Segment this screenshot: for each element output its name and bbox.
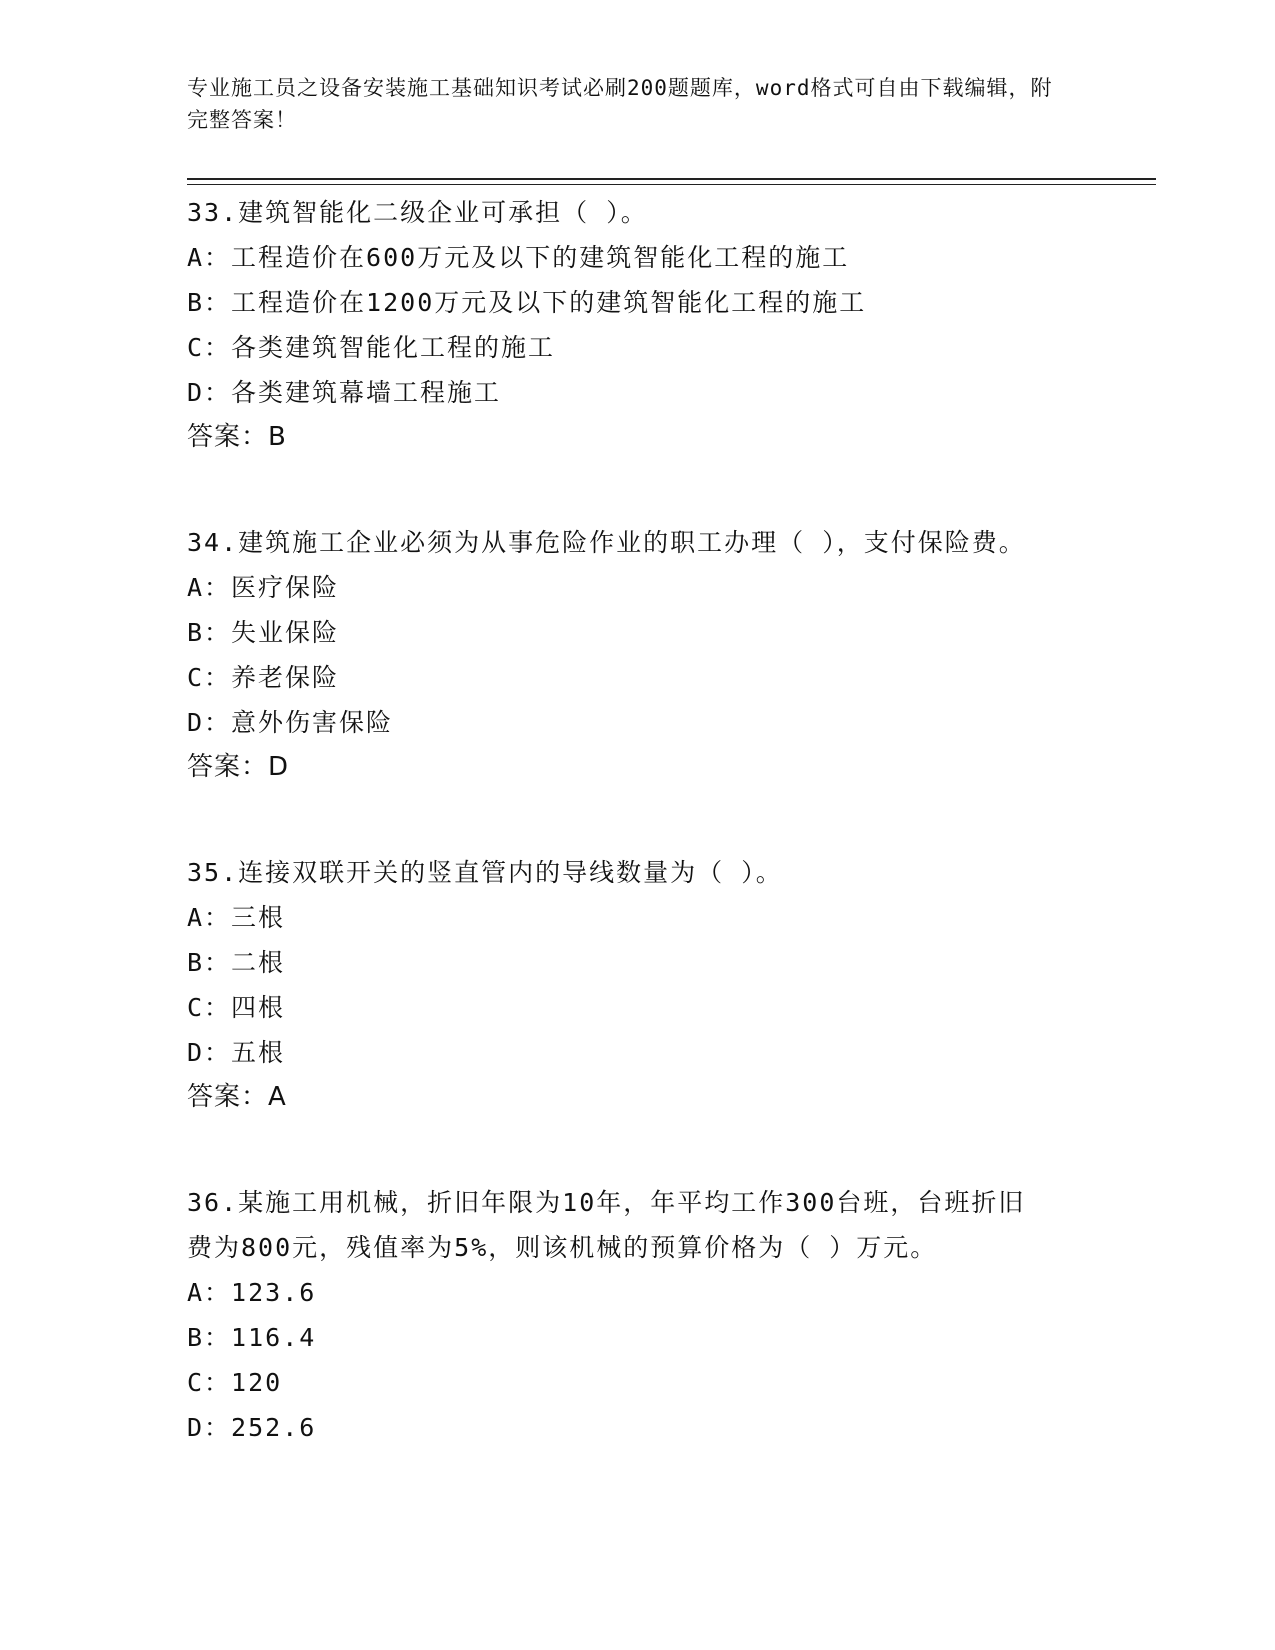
answer-label: 答案：A: [187, 1082, 287, 1112]
header-divider-thin: [187, 184, 1156, 185]
option-d: D：252.6: [187, 1413, 317, 1442]
option-a: A：医疗保险: [187, 573, 340, 602]
option-b: B：二根: [187, 948, 286, 977]
question-34: [187, 520, 1087, 790]
option-b: B：失业保险: [187, 618, 340, 647]
option-c: C：养老保险: [187, 663, 340, 692]
question-33: [187, 190, 1087, 460]
header-divider-thick: [187, 178, 1156, 180]
option-a: A：工程造价在600万元及以下的建筑智能化工程的施工: [187, 243, 850, 272]
option-a: A：123.6: [187, 1278, 317, 1307]
question-list: [187, 190, 1087, 1510]
answer-label: 答案：B: [187, 422, 287, 452]
option-c: C：120: [187, 1368, 283, 1397]
option-a: A：三根: [187, 903, 286, 932]
option-d: D：各类建筑幕墙工程施工: [187, 378, 502, 407]
question-stem: 34.建筑施工企业必须为从事危险作业的职工办理（ ），支付保险费。: [187, 528, 1026, 557]
option-c: C：四根: [187, 993, 286, 1022]
option-c: C：各类建筑智能化工程的施工: [187, 333, 556, 362]
option-d: D：五根: [187, 1038, 286, 1067]
option-d: D：意外伤害保险: [187, 708, 394, 737]
question-35: [187, 850, 1087, 1120]
answer-label: 答案：D: [187, 752, 290, 782]
option-b: B：工程造价在1200万元及以下的建筑智能化工程的施工: [187, 288, 867, 317]
question-stem: 35.连接双联开关的竖直管内的导线数量为（ ）。: [187, 858, 783, 887]
document-header: 专业施工员之设备安装施工基础知识考试必刷200题题库，word格式可自由下载编辑，附完整答案！: [187, 76, 1053, 132]
question-stem: 36.某施工用机械，折旧年限为10年，年平均工作300台班，台班折旧费为800元，残值率为5%，则该机械的预算价格为（ ）万元。: [187, 1188, 1026, 1262]
question-36: [187, 1180, 1087, 1450]
question-stem: 33.建筑智能化二级企业可承担（ ）。: [187, 198, 648, 227]
option-b: B：116.4: [187, 1323, 317, 1352]
